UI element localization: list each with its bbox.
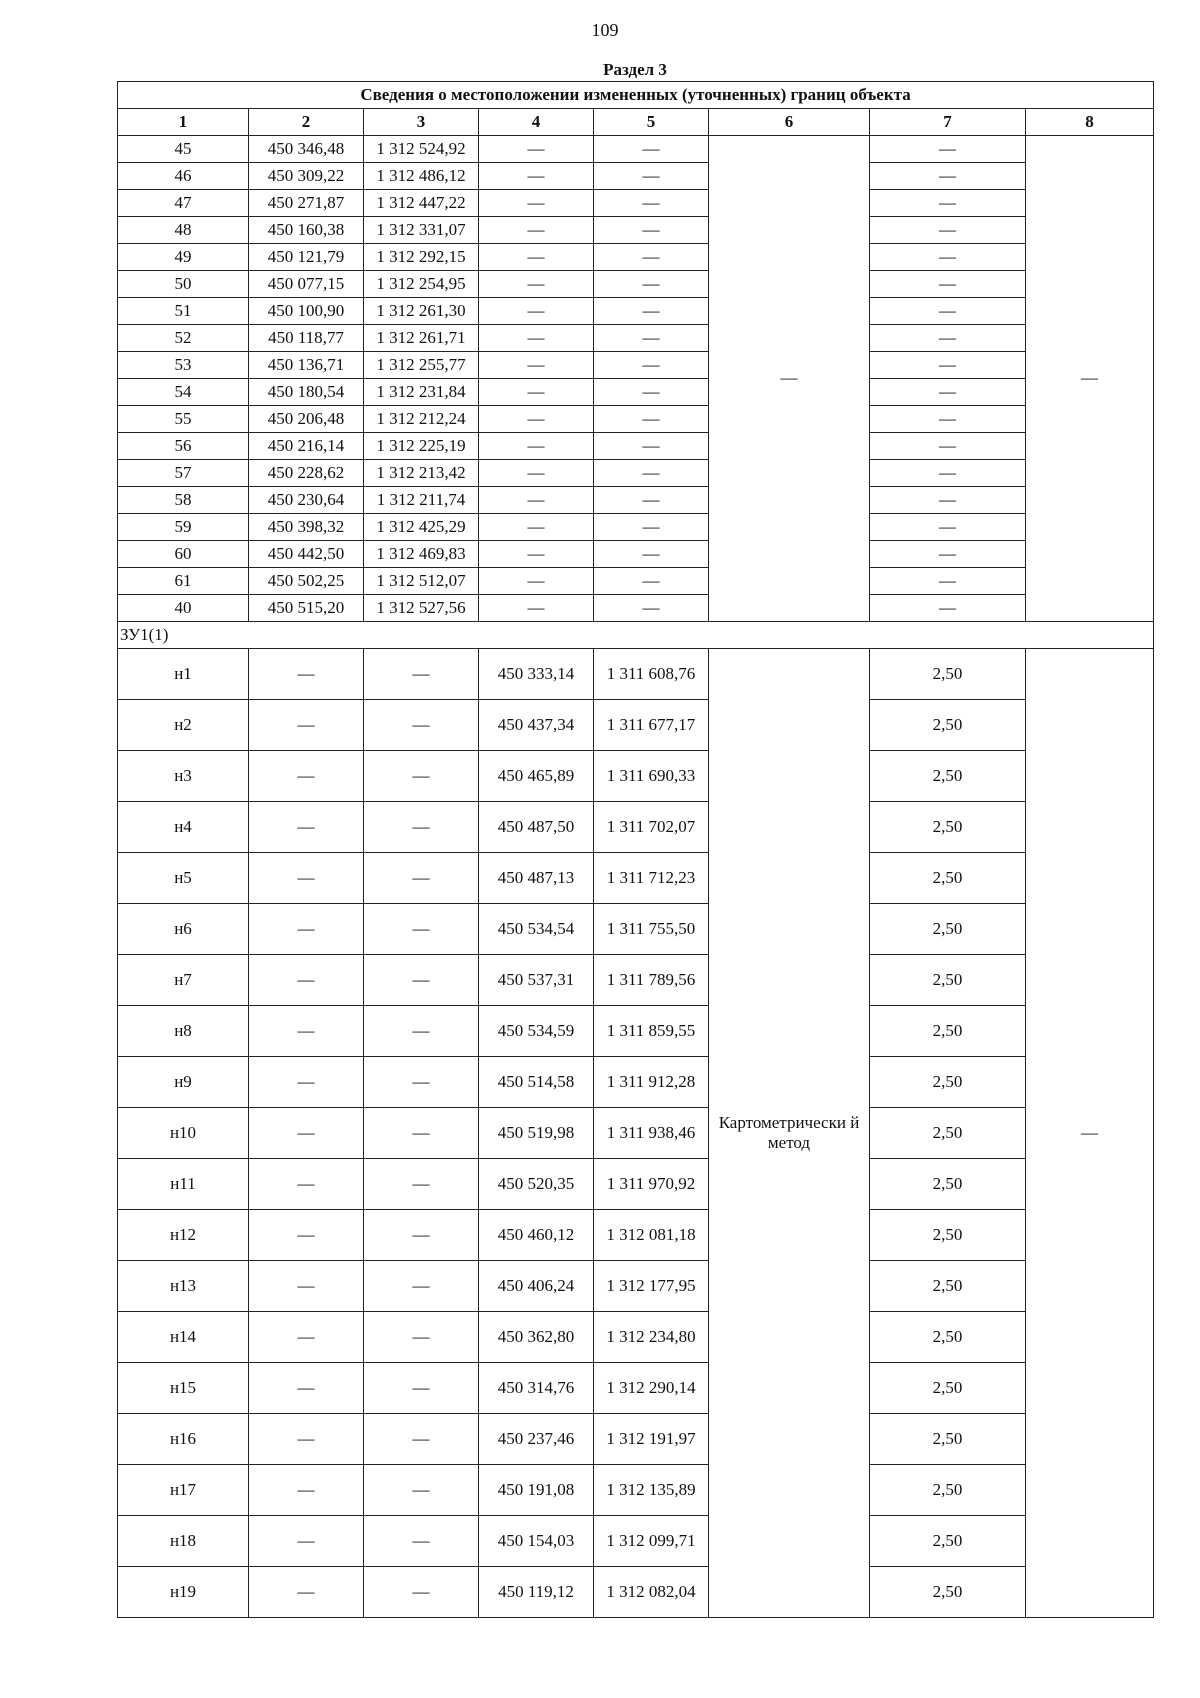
table-cell: — [594, 352, 709, 379]
table-cell: — [870, 541, 1026, 568]
table-cell: 1 311 912,28 [594, 1057, 709, 1108]
table-cell: — [249, 1516, 364, 1567]
column-header: 4 [479, 109, 594, 136]
table-cell: 450 515,20 [249, 595, 364, 622]
table-cell: — [249, 1414, 364, 1465]
table-cell: 1 312 261,71 [364, 325, 479, 352]
table-cell: 59 [118, 514, 249, 541]
table-cell: — [594, 568, 709, 595]
table-cell: — [870, 244, 1026, 271]
table-cell: 1 312 447,22 [364, 190, 479, 217]
table-cell: — [479, 460, 594, 487]
table-cell: 450 180,54 [249, 379, 364, 406]
table-row [118, 433, 1154, 460]
table-cell: 450 362,80 [479, 1312, 594, 1363]
table-cell: 1 311 712,23 [594, 853, 709, 904]
table-row [118, 217, 1154, 244]
table-cell: — [594, 595, 709, 622]
table-cell: 450 537,31 [479, 955, 594, 1006]
table-cell: 1 312 331,07 [364, 217, 479, 244]
table-row [118, 298, 1154, 325]
table-cell: — [870, 163, 1026, 190]
table-cell: 40 [118, 595, 249, 622]
table-cell: — [249, 1159, 364, 1210]
table-cell: 1 312 512,07 [364, 568, 479, 595]
table-row [118, 568, 1154, 595]
table-cell: — [870, 514, 1026, 541]
table-cell: — [479, 163, 594, 190]
table-cell: н18 [118, 1516, 249, 1567]
table-cell: н19 [118, 1567, 249, 1618]
table-cell: — [479, 271, 594, 298]
table-cell: 2,50 [870, 1261, 1026, 1312]
table-cell: н13 [118, 1261, 249, 1312]
table-cell: — [479, 487, 594, 514]
table-cell: 57 [118, 460, 249, 487]
table-cell: н11 [118, 1159, 249, 1210]
table-cell: 450 309,22 [249, 163, 364, 190]
table-cell: — [249, 802, 364, 853]
table-cell: — [249, 1567, 364, 1618]
table-cell: — [249, 1465, 364, 1516]
table-cell: н8 [118, 1006, 249, 1057]
table-cell: 450 514,58 [479, 1057, 594, 1108]
table-cell: — [364, 853, 479, 904]
table-cell: 1 312 261,30 [364, 298, 479, 325]
table-cell: 1 312 486,12 [364, 163, 479, 190]
table-cell: 2,50 [870, 1312, 1026, 1363]
table-cell: 450 398,32 [249, 514, 364, 541]
table-cell: 450 460,12 [479, 1210, 594, 1261]
table-cell: 61 [118, 568, 249, 595]
table-row [118, 1057, 1154, 1108]
table-cell: 1 312 425,29 [364, 514, 479, 541]
table-cell: 1 312 527,56 [364, 595, 479, 622]
table-cell: 450 228,62 [249, 460, 364, 487]
table-cell: — [594, 298, 709, 325]
table-cell: — [364, 1516, 479, 1567]
table-cell: 1 311 789,56 [594, 955, 709, 1006]
table-row [118, 460, 1154, 487]
description-cell: — [1026, 649, 1154, 1618]
table-cell: 450 487,13 [479, 853, 594, 904]
table-cell: — [870, 406, 1026, 433]
table-cell: — [364, 1210, 479, 1261]
table-cell: — [249, 1006, 364, 1057]
table-row [118, 541, 1154, 568]
table-cell: — [479, 298, 594, 325]
table-row [118, 1567, 1154, 1618]
table-cell: — [870, 136, 1026, 163]
table-cell: 450 437,34 [479, 700, 594, 751]
table-cell: — [364, 1006, 479, 1057]
table-cell: 2,50 [870, 904, 1026, 955]
table-cell: — [870, 487, 1026, 514]
table-row [118, 487, 1154, 514]
table-cell: — [870, 568, 1026, 595]
table-row [118, 802, 1154, 853]
table-cell: 2,50 [870, 1210, 1026, 1261]
column-header: 6 [709, 109, 870, 136]
table-cell: н1 [118, 649, 249, 700]
page-number: 109 [591, 20, 619, 40]
group-label-row [118, 622, 1154, 649]
table-cell: н5 [118, 853, 249, 904]
table-cell: н15 [118, 1363, 249, 1414]
table-cell: — [594, 271, 709, 298]
table-row [118, 853, 1154, 904]
table-cell: н16 [118, 1414, 249, 1465]
table-cell: 46 [118, 163, 249, 190]
table-cell: 2,50 [870, 1363, 1026, 1414]
table-cell: — [364, 1057, 479, 1108]
column-header: 7 [870, 109, 1026, 136]
table-cell: 45 [118, 136, 249, 163]
table-caption-row [118, 82, 1154, 109]
table-cell: — [364, 1567, 479, 1618]
table-cell: 450 206,48 [249, 406, 364, 433]
table-cell: 1 312 290,14 [594, 1363, 709, 1414]
table-cell: н2 [118, 700, 249, 751]
table-cell: — [249, 1261, 364, 1312]
table-cell: — [594, 433, 709, 460]
table-row [118, 700, 1154, 751]
table-cell: 2,50 [870, 853, 1026, 904]
accuracy-method-cell: — [709, 136, 870, 622]
table-cell: 450 237,46 [479, 1414, 594, 1465]
table-cell: 1 312 292,15 [364, 244, 479, 271]
table-cell: 450 534,54 [479, 904, 594, 955]
table-cell: — [870, 433, 1026, 460]
table-cell: 1 312 234,80 [594, 1312, 709, 1363]
table-cell: — [594, 541, 709, 568]
table-cell: — [594, 460, 709, 487]
table-cell: — [249, 1108, 364, 1159]
table-cell: — [479, 136, 594, 163]
table-cell: — [594, 487, 709, 514]
table-row [118, 514, 1154, 541]
table-cell: 1 312 255,77 [364, 352, 479, 379]
table-cell: 58 [118, 487, 249, 514]
table-cell: — [594, 379, 709, 406]
table-cell: 48 [118, 217, 249, 244]
table-cell: 1 311 702,07 [594, 802, 709, 853]
table-row [118, 1006, 1154, 1057]
table-cell: 1 312 191,97 [594, 1414, 709, 1465]
table-cell: — [870, 190, 1026, 217]
table-cell: 2,50 [870, 1567, 1026, 1618]
table-cell: н17 [118, 1465, 249, 1516]
table-cell: 450 534,59 [479, 1006, 594, 1057]
table-cell: 1 312 177,95 [594, 1261, 709, 1312]
table-cell: — [594, 325, 709, 352]
table-cell: н12 [118, 1210, 249, 1261]
table-row [118, 751, 1154, 802]
table-cell: 450 100,90 [249, 298, 364, 325]
table-cell: 1 312 135,89 [594, 1465, 709, 1516]
table-cell: — [364, 751, 479, 802]
table-cell: 450 119,12 [479, 1567, 594, 1618]
table-cell: — [870, 217, 1026, 244]
table-cell: — [364, 955, 479, 1006]
table-cell: — [594, 163, 709, 190]
table-cell: 450 077,15 [249, 271, 364, 298]
table-cell: 450 406,24 [479, 1261, 594, 1312]
table-row [118, 406, 1154, 433]
table-cell: — [479, 217, 594, 244]
table-cell: 1 311 938,46 [594, 1108, 709, 1159]
table-cell: 2,50 [870, 955, 1026, 1006]
table-cell: — [364, 700, 479, 751]
table-row [118, 1159, 1154, 1210]
table-row [118, 1465, 1154, 1516]
column-header: 8 [1026, 109, 1154, 136]
table-cell: — [870, 595, 1026, 622]
table-cell: — [249, 1210, 364, 1261]
table-cell: 450 136,71 [249, 352, 364, 379]
table-cell: н7 [118, 955, 249, 1006]
accuracy-method-cell: Картометрически й метод [709, 649, 870, 1618]
table-row [118, 1312, 1154, 1363]
table-cell: 450 442,50 [249, 541, 364, 568]
table-row [118, 1261, 1154, 1312]
table-cell: — [364, 1414, 479, 1465]
table-cell: — [479, 541, 594, 568]
table-cell: 2,50 [870, 700, 1026, 751]
table-cell: — [870, 460, 1026, 487]
table-cell: 1 312 213,42 [364, 460, 479, 487]
table-cell: 1 312 212,24 [364, 406, 479, 433]
table-cell: — [594, 217, 709, 244]
table-cell: — [364, 1261, 479, 1312]
table-cell: 450 230,64 [249, 487, 364, 514]
table-row [118, 244, 1154, 271]
table-cell: — [479, 190, 594, 217]
table-cell: — [364, 1159, 479, 1210]
table-cell: — [594, 244, 709, 271]
group-label: ЗУ1(1) [118, 622, 1154, 649]
column-number-row [118, 109, 1154, 136]
table-cell: н3 [118, 751, 249, 802]
table-cell: 50 [118, 271, 249, 298]
table-cell: 2,50 [870, 751, 1026, 802]
table-cell: — [870, 352, 1026, 379]
table-cell: 2,50 [870, 1057, 1026, 1108]
table-cell: 450 314,76 [479, 1363, 594, 1414]
table-cell: 1 312 082,04 [594, 1567, 709, 1618]
table-cell: н6 [118, 904, 249, 955]
table-row [118, 955, 1154, 1006]
table-cell: — [479, 433, 594, 460]
table-row [118, 1414, 1154, 1465]
table-cell: — [479, 568, 594, 595]
table-cell: — [594, 136, 709, 163]
table-cell: — [479, 352, 594, 379]
table-row [118, 379, 1154, 406]
table-caption: Сведения о местоположении измененных (уточненных) границ объекта [118, 82, 1154, 109]
table-cell: 2,50 [870, 649, 1026, 700]
table-cell: 450 465,89 [479, 751, 594, 802]
table-cell: 51 [118, 298, 249, 325]
table-cell: — [249, 955, 364, 1006]
table-row [118, 136, 1154, 163]
table-cell: 1 312 081,18 [594, 1210, 709, 1261]
table-cell: 450 346,48 [249, 136, 364, 163]
table-cell: 60 [118, 541, 249, 568]
table-cell: н10 [118, 1108, 249, 1159]
table-cell: — [364, 649, 479, 700]
column-header: 1 [118, 109, 249, 136]
table-cell: 2,50 [870, 1108, 1026, 1159]
table-row [118, 352, 1154, 379]
table-cell: 450 191,08 [479, 1465, 594, 1516]
table-cell: 49 [118, 244, 249, 271]
table-row [118, 325, 1154, 352]
table-row [118, 1108, 1154, 1159]
table-cell: 450 520,35 [479, 1159, 594, 1210]
table-cell: — [249, 904, 364, 955]
table-cell: 1 311 608,76 [594, 649, 709, 700]
table-cell: н4 [118, 802, 249, 853]
table-cell: 2,50 [870, 802, 1026, 853]
table-cell: 1 311 970,92 [594, 1159, 709, 1210]
table-cell: 56 [118, 433, 249, 460]
table-cell: — [479, 325, 594, 352]
table-cell: 2,50 [870, 1006, 1026, 1057]
column-header: 5 [594, 109, 709, 136]
table-cell: — [249, 1057, 364, 1108]
table-cell: 450 333,14 [479, 649, 594, 700]
table-cell: н9 [118, 1057, 249, 1108]
table-cell: — [870, 379, 1026, 406]
description-cell: — [1026, 136, 1154, 622]
table-cell: 1 312 225,19 [364, 433, 479, 460]
table-cell: — [479, 514, 594, 541]
table-cell: — [870, 325, 1026, 352]
table-cell: 1 311 755,50 [594, 904, 709, 955]
table-cell: 450 216,14 [249, 433, 364, 460]
table-cell: 1 312 469,83 [364, 541, 479, 568]
table-cell: 1 312 254,95 [364, 271, 479, 298]
table-cell: 1 311 677,17 [594, 700, 709, 751]
table-cell: 55 [118, 406, 249, 433]
table-cell: — [594, 514, 709, 541]
table-cell: — [249, 751, 364, 802]
section-title: Раздел 3 [603, 60, 667, 79]
table-row [118, 1516, 1154, 1567]
table-cell: — [479, 244, 594, 271]
table-cell: — [364, 1363, 479, 1414]
table-cell: 1 312 099,71 [594, 1516, 709, 1567]
table-cell: 1 311 859,55 [594, 1006, 709, 1057]
table-cell: 1 312 524,92 [364, 136, 479, 163]
table-cell: — [479, 379, 594, 406]
table-cell: 450 271,87 [249, 190, 364, 217]
table-row [118, 190, 1154, 217]
table-row [118, 163, 1154, 190]
table-cell: — [479, 595, 594, 622]
table-row [118, 595, 1154, 622]
table-cell: 450 154,03 [479, 1516, 594, 1567]
table-cell: 450 519,98 [479, 1108, 594, 1159]
boundary-table [117, 81, 1154, 1618]
table-cell: — [249, 1363, 364, 1414]
table-cell: — [249, 649, 364, 700]
table-cell: — [594, 406, 709, 433]
table-cell: — [364, 1465, 479, 1516]
table-cell: — [479, 406, 594, 433]
table-cell: 450 118,77 [249, 325, 364, 352]
table-cell: 450 487,50 [479, 802, 594, 853]
table-cell: 2,50 [870, 1516, 1026, 1567]
table-cell: 47 [118, 190, 249, 217]
table-cell: — [249, 853, 364, 904]
table-cell: 52 [118, 325, 249, 352]
table-cell: 1 312 231,84 [364, 379, 479, 406]
table-cell: 450 121,79 [249, 244, 364, 271]
table-cell: 54 [118, 379, 249, 406]
table-cell: — [364, 1312, 479, 1363]
table-row [118, 904, 1154, 955]
table-cell: 1 312 211,74 [364, 487, 479, 514]
table-row [118, 1363, 1154, 1414]
table-cell: 450 502,25 [249, 568, 364, 595]
table-cell: 450 160,38 [249, 217, 364, 244]
table-row [118, 271, 1154, 298]
table-cell: — [364, 1108, 479, 1159]
table-cell: — [249, 1312, 364, 1363]
table-cell: 53 [118, 352, 249, 379]
table-cell: 1 311 690,33 [594, 751, 709, 802]
table-cell: — [870, 298, 1026, 325]
column-header: 3 [364, 109, 479, 136]
table-cell: — [364, 802, 479, 853]
table-cell: — [870, 271, 1026, 298]
table-cell: 2,50 [870, 1159, 1026, 1210]
table-cell: — [594, 190, 709, 217]
table-row [118, 649, 1154, 700]
table-cell: — [364, 904, 479, 955]
table-row [118, 1210, 1154, 1261]
table-cell: н14 [118, 1312, 249, 1363]
table-cell: 2,50 [870, 1414, 1026, 1465]
table-cell: — [249, 700, 364, 751]
column-header: 2 [249, 109, 364, 136]
table-cell: 2,50 [870, 1465, 1026, 1516]
